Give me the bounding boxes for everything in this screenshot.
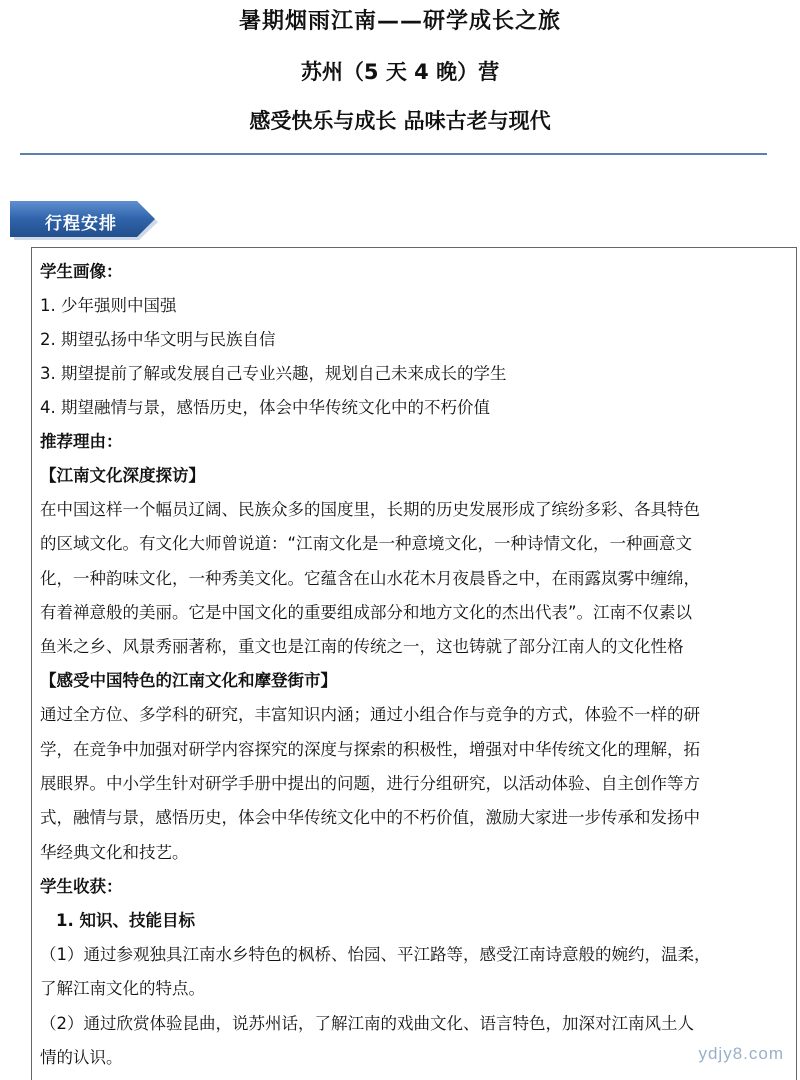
paragraph-line: 通过全方位、多学科的研究，丰富知识内涵；通过小组合作与竞争的方式，体验不一样的研: [40, 705, 700, 725]
paragraph-line: 了解江南文化的特点。: [40, 979, 205, 999]
gains-heading: 学生收获：: [40, 876, 123, 896]
paragraph-line: 学，在竞争中加强对研学内容探究的深度与探索的积极性，增强对中华传统文化的理解，拓: [40, 739, 700, 759]
list-item: 2. 期望弘扬中华文明与民族自信: [40, 330, 276, 349]
reason2-title: 【感受中国特色的江南文化和摩登街市】: [40, 671, 337, 691]
portrait-heading: 学生画像：: [40, 262, 123, 281]
reason-heading: 推荐理由：: [40, 432, 123, 451]
paragraph-line: 化，一种韵味文化，一种秀美文化。它蕴含在山水花木月夜晨昏之中，在雨露岚雾中缠绵，: [40, 568, 700, 588]
paragraph-line: 有着禅意般的美丽。它是中国文化的重要组成部分和地方文化的杰出代表”。江南不仅素以: [40, 602, 693, 622]
paragraph-line: 的区域文化。有文化大师曾说道：“江南文化是一种意境文化，一种诗情文化，一种画意文: [40, 534, 693, 554]
reason1-title: 【江南文化深度探访】: [40, 466, 205, 485]
paragraph-line: 鱼米之乡、风景秀丽著称，重文也是江南的传统之一，这也铸就了部分江南人的文化性格: [40, 637, 684, 657]
content-body: [40, 255, 792, 1075]
paragraph-line: 情的认识。: [40, 1047, 123, 1067]
document-title: 暑期烟雨江南——研学成长之旅: [238, 9, 561, 34]
slogan: 感受快乐与成长 品味古老与现代: [249, 109, 551, 133]
section-tab-itinerary: [9, 200, 157, 240]
paragraph-line: 在中国这样一个幅员辽阔、民族众多的国度里，长期的历史发展形成了缤纷多彩、各具特色: [40, 500, 700, 519]
section-tab-label: 行程安排: [45, 214, 117, 234]
paragraph-line: 式，融情与景，感悟历史，体会中华传统文化中的不朽价值，激励大家进一步传承和发扬中: [40, 808, 700, 828]
paragraph-line: 华经典文化和技艺。: [40, 842, 189, 862]
paragraph-line: （2）通过欣赏体验昆曲，说苏州话，了解江南的戏曲文化、语言特色，加深对江南风土人: [40, 1013, 694, 1033]
list-item: 4. 期望融情与景，感悟历史，体会中华传统文化中的不朽价值: [40, 398, 490, 417]
gains-subheading: 1. 知识、技能目标: [56, 910, 195, 930]
header-divider: [20, 153, 767, 155]
paragraph-line: （1）通过参观独具江南水乡特色的枫桥、怡园、平江路等，感受江南诗意般的婉约，温柔，: [40, 944, 711, 964]
camp-subtitle: 苏州（5 天 4 晚）营: [300, 60, 500, 84]
site-watermark: ydjy8.com: [698, 1044, 784, 1063]
list-item: 1. 少年强则中国强: [40, 296, 177, 315]
list-item: 3. 期望提前了解或发展自己专业兴趣，规划自己未来成长的学生: [40, 364, 507, 383]
paragraph-line: 展眼界。中小学生针对研学手册中提出的问题，进行分组研究，以活动体验、自主创作等方: [40, 774, 700, 794]
